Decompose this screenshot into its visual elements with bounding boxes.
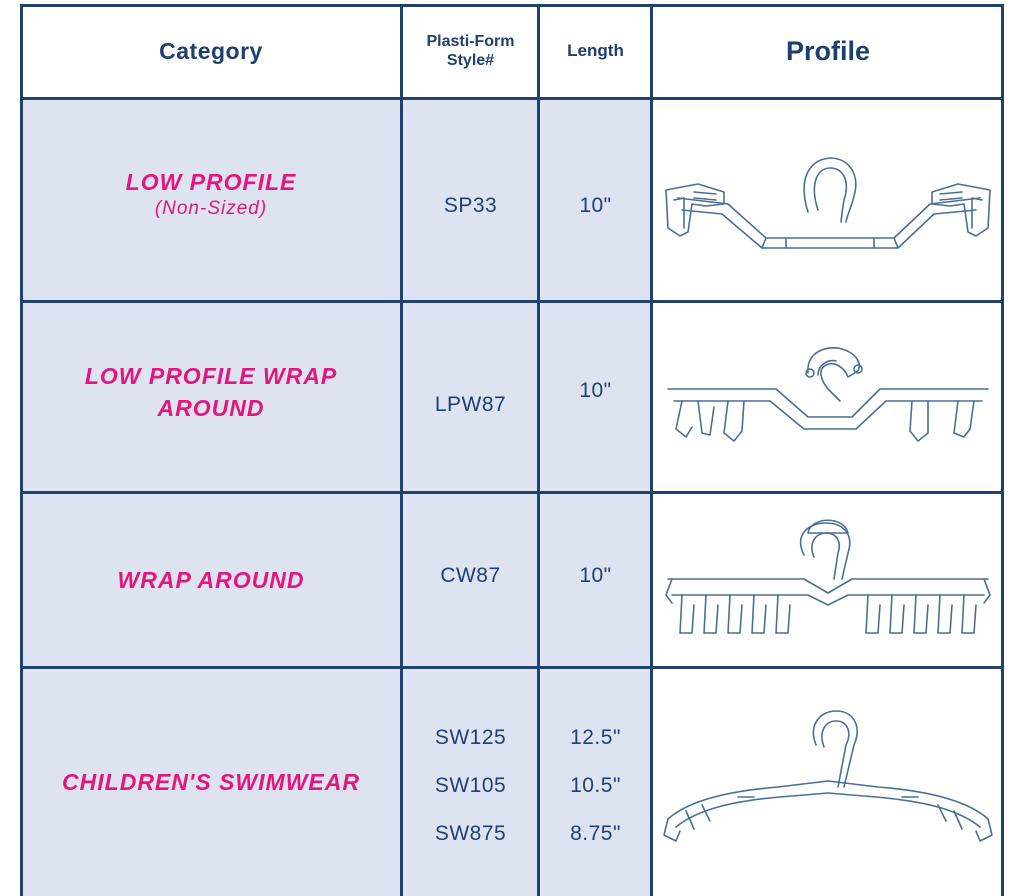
column-divider: [1001, 4, 1004, 896]
header-length: Length: [567, 41, 624, 60]
table-row-category: [20, 301, 402, 492]
style-cell: [402, 492, 539, 667]
category-name: WRAP AROUND: [117, 566, 305, 593]
column-divider: [400, 4, 403, 896]
length-cell: [539, 667, 652, 896]
row-divider: [20, 666, 1004, 669]
length-value: 10": [579, 193, 612, 217]
childrens-swimwear-hanger-icon: [658, 697, 998, 867]
category-name: CHILDREN'S SWIMWEAR: [62, 768, 360, 795]
table-border-top: [20, 4, 1004, 7]
category-name-line1: LOW PROFILE WRAP: [84, 362, 338, 389]
product-table: [20, 4, 1004, 896]
low-profile-wrap-around-hanger-icon: [658, 337, 998, 457]
length-value: 10": [579, 378, 612, 402]
style-number: LPW87: [434, 392, 507, 416]
style-number: SW125: [434, 725, 507, 749]
profile-cell: [652, 492, 1004, 667]
length-cell: [539, 492, 652, 667]
style-number: SW105: [434, 773, 507, 797]
header-style: [402, 4, 539, 98]
style-number: CW87: [440, 563, 501, 587]
table-row-category: [20, 98, 402, 301]
low-profile-hanger-icon: [658, 140, 998, 260]
length-value: 10.5": [570, 773, 621, 797]
length-value: 10": [579, 563, 612, 587]
column-divider: [20, 4, 23, 896]
length-cell: [539, 98, 652, 301]
header-style-line1: Plasti-Form: [426, 33, 515, 50]
wrap-around-hanger-icon: [658, 505, 998, 655]
style-number: SW875: [434, 821, 507, 845]
table-row-category: [20, 667, 402, 896]
header-style-line2: Style#: [446, 52, 495, 69]
category-name: LOW PROFILE: [125, 168, 297, 195]
table-row-category: [20, 492, 402, 667]
row-divider: [20, 97, 1004, 100]
style-cell: [402, 667, 539, 896]
column-divider: [537, 4, 540, 896]
row-divider: [20, 300, 1004, 303]
profile-cell: [652, 98, 1004, 301]
category-name-line2: AROUND: [157, 394, 265, 421]
length-value: 8.75": [570, 821, 621, 845]
profile-cell: [652, 301, 1004, 492]
column-divider: [650, 4, 653, 896]
style-number: SP33: [443, 193, 498, 217]
row-divider: [20, 491, 1004, 494]
profile-cell: [652, 667, 1004, 896]
category-subtitle: (Non-Sized): [154, 197, 268, 219]
length-value: 12.5": [570, 725, 621, 749]
style-cell: [402, 98, 539, 301]
header-profile: Profile: [785, 35, 871, 66]
length-cell: [539, 301, 652, 492]
style-cell: [402, 301, 539, 492]
header-category: Category: [159, 37, 263, 64]
